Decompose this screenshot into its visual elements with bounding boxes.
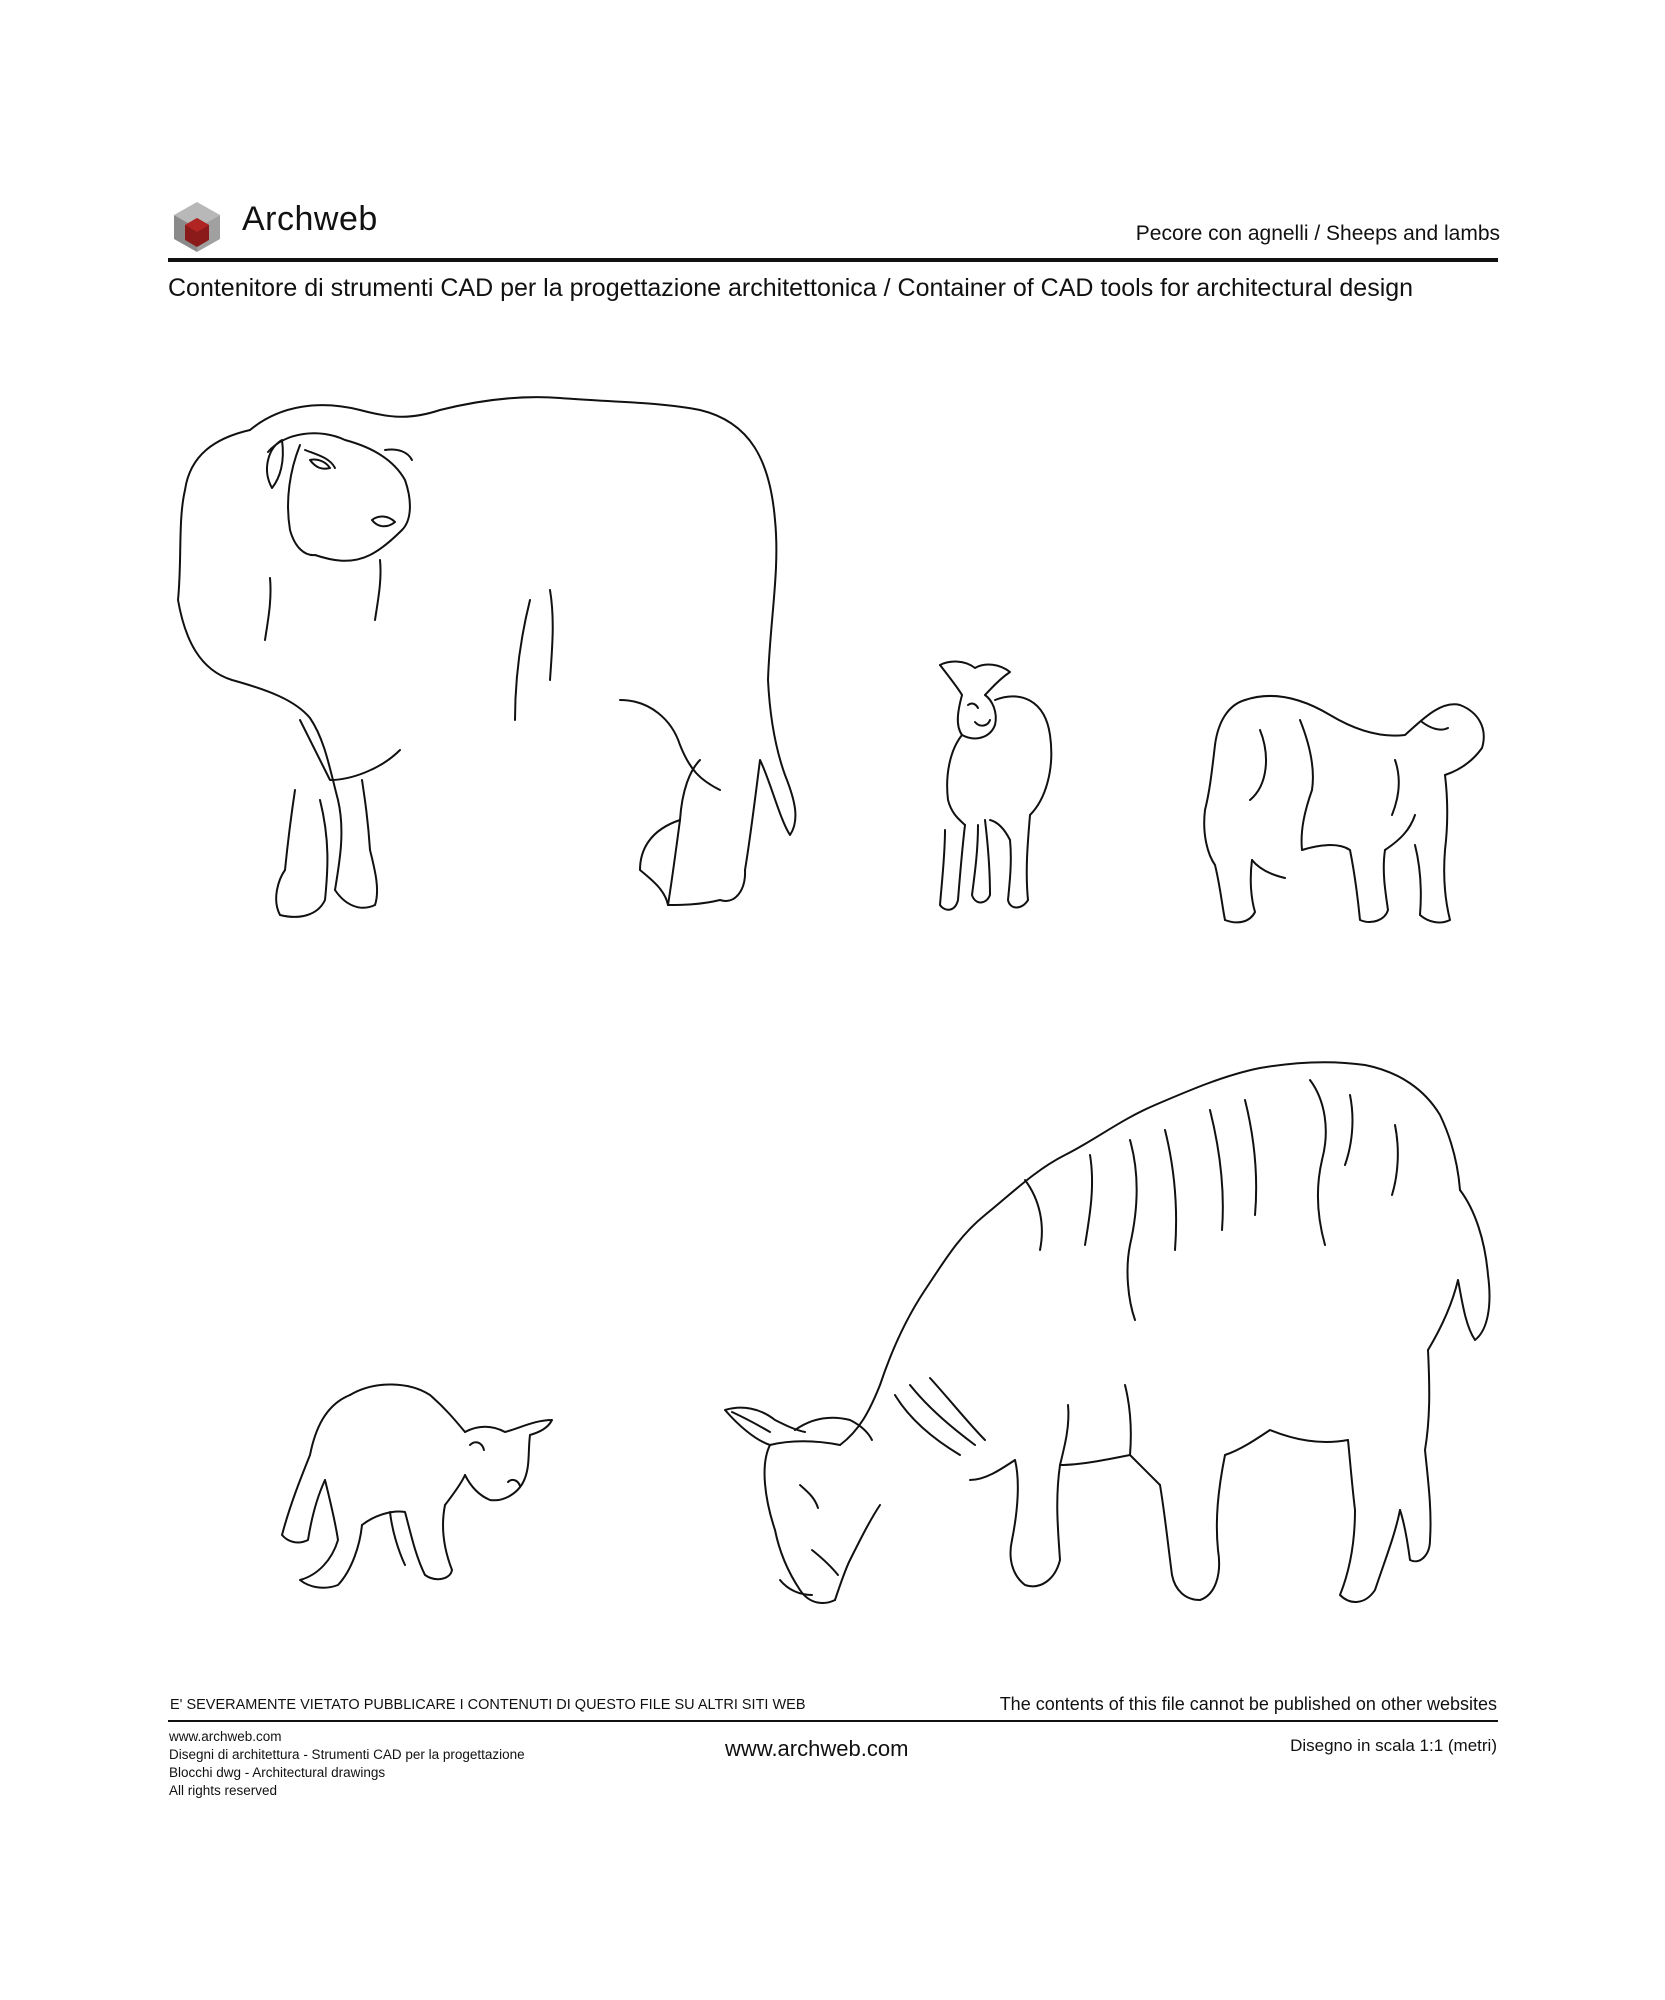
tagline: Contenitore di strumenti CAD per la progettazione architettonica / Container of CAD tools for architectural design	[168, 274, 1414, 302]
publishing-warning-english: The contents of this file cannot be published on other websites	[999, 1694, 1497, 1714]
footer-credit-line: www.archweb.com	[169, 1729, 282, 1744]
scale-note: Disegno in scala 1:1 (metri)	[1290, 1736, 1497, 1755]
lamb-rear-view	[1204, 696, 1484, 923]
footer-credit-line: All rights reserved	[169, 1783, 278, 1798]
footer-divider	[168, 1720, 1498, 1722]
lamb-walking	[282, 1384, 552, 1587]
brand-name: Archweb	[242, 200, 378, 238]
footer-credits	[169, 1728, 525, 1800]
footer-website-url: www.archweb.com	[725, 1736, 909, 1761]
adult-sheep-grazing	[725, 1062, 1489, 1603]
adult-sheep-standing	[178, 397, 795, 917]
footer-credit-line: Blocchi dwg - Architectural drawings	[169, 1765, 386, 1780]
footer-credit-line: Disegni di architettura - Strumenti CAD per la progettazione	[169, 1747, 525, 1762]
lamb-front-view	[940, 662, 1051, 910]
drawing-title: Pecore con agnelli / Sheeps and lambs	[1135, 222, 1500, 245]
publishing-warning-italian: E' SEVERAMENTE VIETATO PUBBLICARE I CONTENUTI DI QUESTO FILE SU ALTRI SITI WEB	[170, 1697, 806, 1713]
